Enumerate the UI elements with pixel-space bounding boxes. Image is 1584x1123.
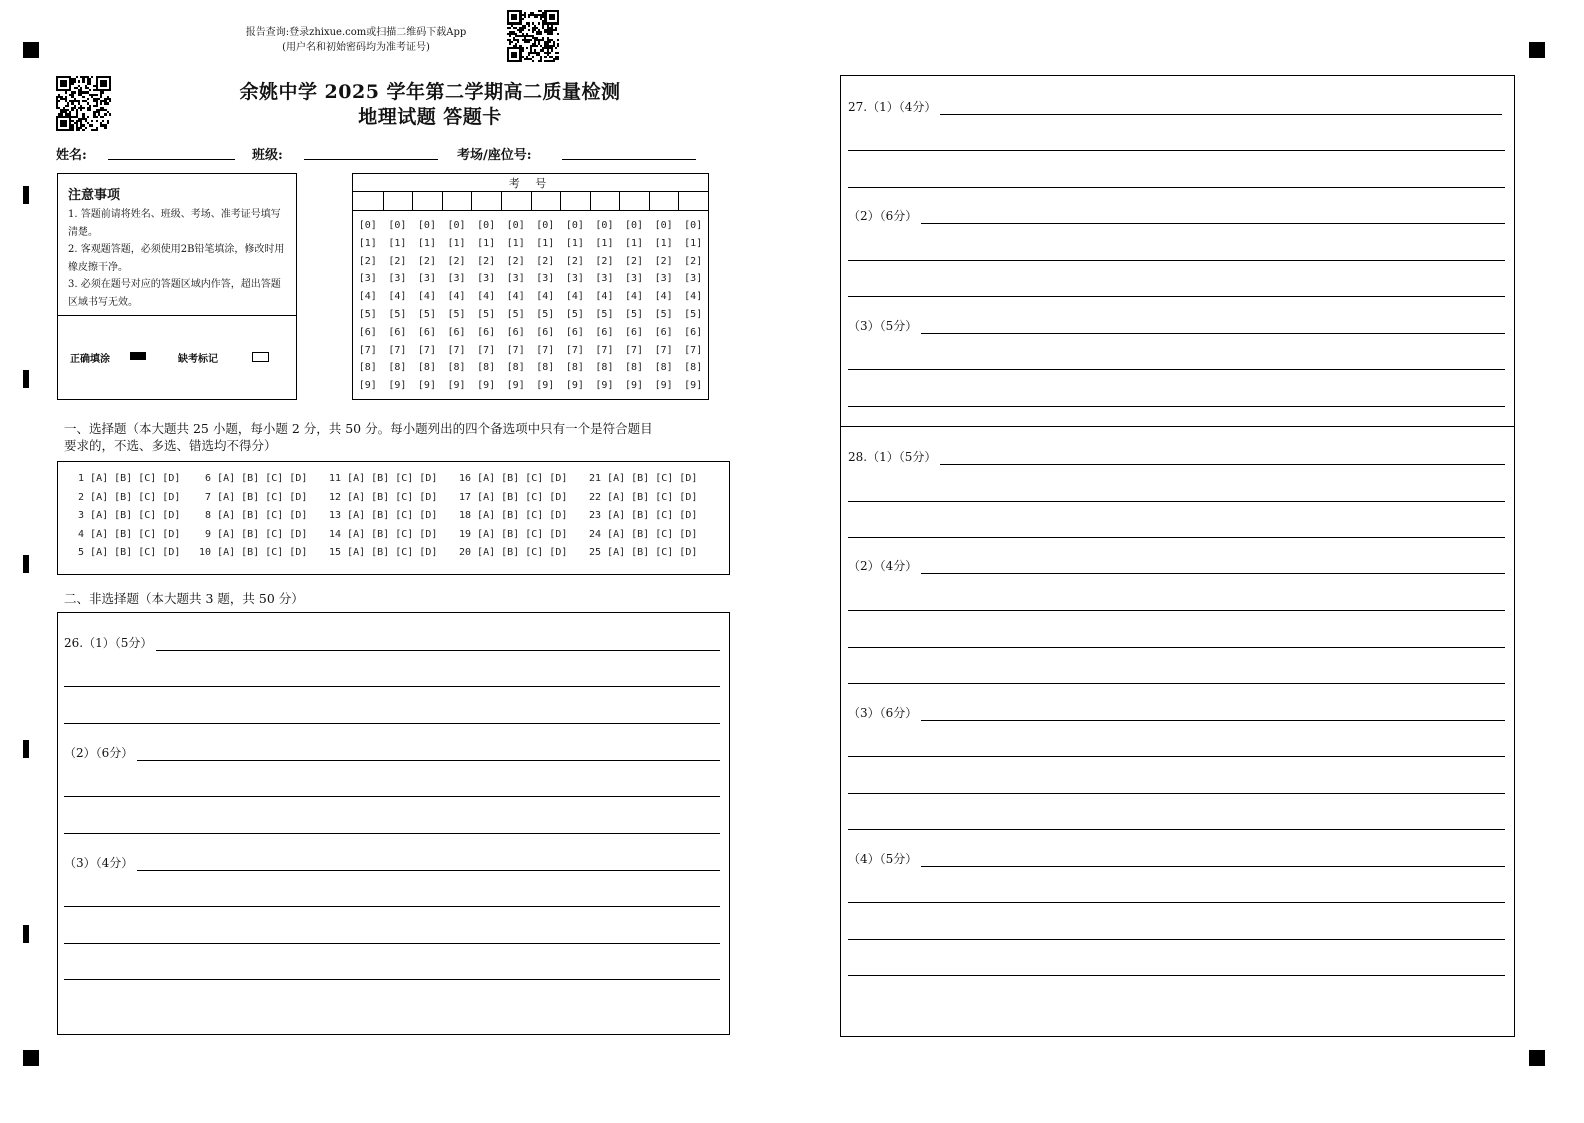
exam-digit-bubble[interactable]: [1] bbox=[506, 237, 525, 249]
answer-line[interactable] bbox=[848, 296, 1505, 297]
exam-digit-bubble[interactable]: [8] bbox=[565, 362, 584, 374]
exam-digit-bubble[interactable]: [9] bbox=[477, 380, 496, 392]
exam-digit-bubble[interactable]: [9] bbox=[684, 380, 703, 392]
exam-digit-bubble[interactable]: [2] bbox=[536, 255, 555, 267]
answer-line[interactable] bbox=[848, 975, 1505, 976]
exam-digit-bubble[interactable]: [3] bbox=[565, 273, 584, 285]
section1-heading-line2: 要求的，不选、多选、错选均不得分） bbox=[64, 438, 277, 453]
corner-mark-bottom-right bbox=[1529, 1050, 1545, 1066]
q27-part2-label: （2）（6分） bbox=[848, 207, 921, 224]
exam-digit-bubble[interactable]: [5] bbox=[358, 309, 377, 320]
exam-digit-input[interactable] bbox=[590, 192, 620, 210]
exam-digit-bubble[interactable]: [7] bbox=[565, 344, 584, 356]
exam-digit-bubble[interactable]: [4] bbox=[417, 291, 436, 303]
q27-part1-label: 27.（1）（4分） bbox=[848, 98, 940, 115]
correct-fill-label: 正确填涂 bbox=[70, 354, 110, 365]
exam-digit-bubble[interactable]: [3] bbox=[595, 273, 614, 285]
exam-digit-input[interactable] bbox=[560, 192, 590, 210]
exam-digit-bubble[interactable]: [7] bbox=[417, 344, 436, 356]
mc-question-row[interactable]: 11 [A] [B] [C] [D] bbox=[329, 473, 438, 484]
exam-digit-bubble[interactable]: [1] bbox=[565, 237, 584, 249]
answer-line[interactable] bbox=[64, 686, 720, 687]
exam-digit-bubble[interactable]: [9] bbox=[388, 380, 407, 392]
answer-line[interactable] bbox=[848, 333, 1505, 334]
answer-line[interactable] bbox=[848, 464, 1505, 465]
section1-heading bbox=[64, 420, 729, 454]
exam-digit-bubble[interactable]: [7] bbox=[506, 344, 525, 356]
exam-digit-bubble[interactable]: [9] bbox=[506, 380, 525, 392]
corner-mark-top-right bbox=[1529, 42, 1545, 58]
exam-digit-bubble[interactable]: [0] bbox=[447, 220, 466, 231]
exam-digit-input[interactable] bbox=[531, 192, 561, 210]
exam-digit-bubble[interactable]: [9] bbox=[565, 380, 584, 392]
mc-question-row[interactable]: 7 [A] [B] [C] [D] bbox=[199, 491, 308, 503]
exam-digit-bubble[interactable]: [5] bbox=[506, 309, 525, 320]
notice-divider bbox=[58, 315, 296, 316]
exam-digit-bubble[interactable]: [5] bbox=[447, 309, 466, 320]
exam-digit-bubble[interactable]: [4] bbox=[625, 291, 644, 303]
mc-question-row[interactable]: 14 [A] [B] [C] [D] bbox=[329, 528, 438, 540]
exam-digit-bubble[interactable]: [8] bbox=[477, 362, 496, 374]
q27-part3-label: （3）（5分） bbox=[848, 317, 921, 334]
report-query-line2: (用户名和初始密码均为准考证号) bbox=[282, 42, 430, 53]
exam-digit-bubble[interactable]: [1] bbox=[536, 237, 555, 249]
exam-digit-input[interactable] bbox=[471, 192, 501, 210]
answer-line[interactable] bbox=[64, 943, 720, 944]
exam-digit-bubble[interactable]: [1] bbox=[417, 237, 436, 249]
exam-digit-bubble[interactable]: [2] bbox=[595, 255, 614, 267]
exam-digit-bubble[interactable]: [7] bbox=[625, 344, 644, 356]
answer-line[interactable] bbox=[64, 760, 720, 761]
mc-question-row[interactable]: 5 [A] [B] [C] [D] bbox=[72, 547, 181, 558]
exam-digit-bubble[interactable]: [1] bbox=[388, 237, 407, 249]
exam-digit-bubble[interactable]: [4] bbox=[506, 291, 525, 303]
exam-digit-bubble[interactable]: [8] bbox=[536, 362, 555, 374]
exam-digit-bubble[interactable]: [4] bbox=[536, 291, 555, 303]
exam-digit-bubble[interactable]: [7] bbox=[595, 344, 614, 356]
exam-digit-bubble[interactable]: [8] bbox=[625, 362, 644, 374]
answer-line[interactable] bbox=[848, 720, 1505, 721]
answer-line[interactable] bbox=[848, 537, 1505, 538]
page-title: 余姚中学 2025 学年第二学期高二质量检测 bbox=[239, 81, 621, 103]
exam-digit-bubble[interactable]: [8] bbox=[358, 362, 377, 374]
exam-digit-bubble[interactable]: [1] bbox=[684, 237, 703, 249]
right-answer-box bbox=[840, 75, 1515, 1037]
mc-question-row[interactable]: 18 [A] [B] [C] [D] bbox=[459, 510, 568, 521]
mc-question-row[interactable]: 3 [A] [B] [C] [D] bbox=[72, 510, 181, 521]
answer-line[interactable] bbox=[64, 833, 720, 834]
q28-part2-label: （2）（4分） bbox=[848, 557, 921, 574]
timing-mark bbox=[23, 370, 29, 388]
exam-digit-bubble[interactable]: [7] bbox=[654, 344, 673, 356]
answer-line[interactable] bbox=[848, 793, 1505, 794]
timing-mark bbox=[23, 555, 29, 573]
exam-digit-bubble[interactable]: [1] bbox=[358, 237, 377, 249]
name-label: 姓名: bbox=[56, 148, 87, 163]
exam-digit-bubble[interactable]: [1] bbox=[654, 237, 673, 249]
exam-digit-input[interactable] bbox=[501, 192, 531, 210]
exam-digit-bubble[interactable]: [8] bbox=[595, 362, 614, 374]
answer-line[interactable] bbox=[848, 223, 1505, 224]
exam-digit-bubble[interactable]: [0] bbox=[595, 220, 614, 231]
exam-digit-bubble[interactable]: [6] bbox=[625, 326, 644, 338]
mc-question-row[interactable]: 21 [A] [B] [C] [D] bbox=[589, 473, 698, 484]
exam-digit-bubble[interactable]: [2] bbox=[388, 255, 407, 267]
exam-digit-bubble[interactable]: [9] bbox=[447, 380, 466, 392]
exam-digit-bubble[interactable]: [4] bbox=[358, 291, 377, 303]
exam-digit-input[interactable] bbox=[619, 192, 649, 210]
exam-digit-bubble[interactable]: [9] bbox=[536, 380, 555, 392]
answer-line[interactable] bbox=[848, 939, 1505, 940]
qr-code-icon bbox=[56, 76, 111, 131]
absent-mark-label: 缺考标记 bbox=[178, 354, 218, 365]
exam-digit-bubble[interactable]: [7] bbox=[536, 344, 555, 356]
answer-line[interactable] bbox=[848, 573, 1505, 574]
exam-digit-bubble[interactable]: [9] bbox=[595, 380, 614, 392]
mc-question-row[interactable]: 10 [A] [B] [C] [D] bbox=[199, 547, 308, 558]
answer-line[interactable] bbox=[64, 979, 720, 980]
exam-digit-bubble[interactable]: [6] bbox=[477, 326, 496, 338]
exam-digit-input[interactable] bbox=[442, 192, 472, 210]
answer-line[interactable] bbox=[848, 647, 1505, 648]
notice-item: 3. 必须在题号对应的答题区域内作答，超出答题区域书写无效。 bbox=[68, 279, 281, 308]
exam-digit-bubble[interactable]: [2] bbox=[358, 255, 377, 267]
exam-digit-bubble[interactable]: [3] bbox=[506, 273, 525, 285]
mc-question-row[interactable]: 13 [A] [B] [C] [D] bbox=[329, 510, 438, 521]
correct-fill-sample-icon bbox=[130, 352, 146, 360]
page-subtitle: 地理试题 答题卡 bbox=[358, 106, 502, 128]
exam-digit-bubble[interactable]: [4] bbox=[595, 291, 614, 303]
q26-answer-box bbox=[57, 612, 730, 1035]
exam-digit-bubble[interactable]: [6] bbox=[654, 326, 673, 338]
exam-digit-bubble[interactable]: [6] bbox=[536, 326, 555, 338]
notice-box bbox=[57, 173, 297, 400]
mc-question-row[interactable]: 9 [A] [B] [C] [D] bbox=[199, 528, 308, 540]
answer-line[interactable] bbox=[848, 866, 1505, 867]
answer-line[interactable] bbox=[848, 902, 1505, 903]
exam-digit-bubble[interactable]: [1] bbox=[595, 237, 614, 249]
answer-line[interactable] bbox=[848, 610, 1505, 611]
exam-digit-bubble[interactable]: [2] bbox=[417, 255, 436, 267]
exam-digit-bubble[interactable]: [0] bbox=[388, 220, 407, 231]
exam-digit-bubble[interactable]: [5] bbox=[595, 309, 614, 320]
notice-item: 1. 答题前请将姓名、班级、考场、准考证号填写清楚。 bbox=[68, 209, 281, 238]
exam-digit-bubble[interactable]: [8] bbox=[654, 362, 673, 374]
mc-question-row[interactable]: 16 [A] [B] [C] [D] bbox=[459, 473, 568, 484]
exam-digit-bubble[interactable]: [5] bbox=[417, 309, 436, 320]
exam-digit-bubble[interactable]: [0] bbox=[625, 220, 644, 231]
q26-part2-label: （2）（6分） bbox=[64, 744, 137, 761]
exam-digit-bubble[interactable]: [6] bbox=[358, 326, 377, 338]
exam-digit-bubble[interactable]: [5] bbox=[536, 309, 555, 320]
mc-question-row[interactable]: 17 [A] [B] [C] [D] bbox=[459, 491, 568, 503]
exam-digit-input[interactable] bbox=[649, 192, 679, 210]
answer-line[interactable] bbox=[848, 187, 1505, 188]
answer-line[interactable] bbox=[64, 870, 720, 871]
answer-line[interactable] bbox=[848, 501, 1505, 502]
qr-code-icon bbox=[507, 10, 559, 62]
answer-line[interactable] bbox=[64, 650, 720, 651]
answer-line[interactable] bbox=[848, 260, 1505, 261]
exam-digit-bubble[interactable]: [2] bbox=[477, 255, 496, 267]
mc-question-row[interactable]: 2 [A] [B] [C] [D] bbox=[72, 491, 181, 503]
mc-question-row[interactable]: 25 [A] [B] [C] [D] bbox=[589, 547, 698, 558]
exam-digit-bubble[interactable]: [9] bbox=[654, 380, 673, 392]
mc-question-row[interactable]: 1 [A] [B] [C] [D] bbox=[72, 473, 181, 484]
exam-digit-bubble[interactable]: [4] bbox=[654, 291, 673, 303]
answer-line[interactable] bbox=[848, 756, 1505, 757]
exam-digit-bubble[interactable]: [8] bbox=[447, 362, 466, 374]
seat-field[interactable] bbox=[562, 145, 696, 160]
exam-digit-input[interactable] bbox=[383, 192, 413, 210]
exam-digit-bubble[interactable]: [2] bbox=[654, 255, 673, 267]
answer-line[interactable] bbox=[848, 829, 1505, 830]
mc-question-row[interactable]: 20 [A] [B] [C] [D] bbox=[459, 547, 568, 558]
timing-mark bbox=[23, 740, 29, 758]
exam-digit-bubble[interactable]: [4] bbox=[565, 291, 584, 303]
exam-digit-bubble[interactable]: [0] bbox=[536, 220, 555, 231]
answer-line[interactable] bbox=[64, 723, 720, 724]
answer-line[interactable] bbox=[64, 796, 720, 797]
exam-digit-bubble[interactable]: [2] bbox=[447, 255, 466, 267]
exam-digit-bubble[interactable]: [6] bbox=[447, 326, 466, 338]
exam-digit-bubble[interactable]: [2] bbox=[625, 255, 644, 267]
exam-digit-bubble[interactable]: [2] bbox=[684, 255, 703, 267]
exam-digit-bubble[interactable]: [8] bbox=[417, 362, 436, 374]
mc-question-row[interactable]: 24 [A] [B] [C] [D] bbox=[589, 528, 698, 540]
class-field[interactable] bbox=[304, 145, 438, 160]
exam-digit-bubble[interactable]: [7] bbox=[477, 344, 496, 356]
exam-digit-bubble[interactable]: [4] bbox=[477, 291, 496, 303]
exam-digit-bubble[interactable]: [9] bbox=[358, 380, 377, 392]
mc-question-row[interactable]: 8 [A] [B] [C] [D] bbox=[199, 510, 308, 521]
exam-digit-bubble[interactable]: [1] bbox=[625, 237, 644, 249]
seat-label: 考场/座位号: bbox=[457, 148, 532, 163]
section1-heading-line1: 一、选择题（本大题共 25 小题，每小题 2 分，共 50 分。每小题列出的四个备选项中只有一个是符合题目 bbox=[64, 421, 653, 436]
answer-line[interactable] bbox=[848, 114, 1502, 115]
mc-question-row[interactable]: 23 [A] [B] [C] [D] bbox=[589, 510, 698, 521]
exam-digit-bubble[interactable]: [6] bbox=[388, 326, 407, 338]
exam-digit-bubble[interactable]: [7] bbox=[447, 344, 466, 356]
multiple-choice-box bbox=[57, 461, 730, 575]
exam-digit-bubble[interactable]: [5] bbox=[477, 309, 496, 320]
exam-digit-bubble[interactable]: [4] bbox=[388, 291, 407, 303]
answer-line[interactable] bbox=[848, 683, 1505, 684]
exam-digit-bubble[interactable]: [8] bbox=[684, 362, 703, 374]
q28-part1-label: 28.（1）（5分） bbox=[848, 448, 940, 465]
mc-question-row[interactable]: 12 [A] [B] [C] [D] bbox=[329, 491, 438, 503]
q26-part1-label: 26.（1）（5分） bbox=[64, 634, 156, 651]
q26-part3-label: （3）（4分） bbox=[64, 854, 137, 871]
corner-mark-top-left bbox=[23, 42, 39, 58]
exam-digit-bubble[interactable]: [7] bbox=[684, 344, 703, 356]
exam-digit-bubble[interactable]: [3] bbox=[358, 273, 377, 285]
answer-line[interactable] bbox=[64, 906, 720, 907]
exam-digit-bubble[interactable]: [0] bbox=[358, 220, 377, 231]
mc-question-row[interactable]: 19 [A] [B] [C] [D] bbox=[459, 528, 568, 540]
exam-digit-bubble[interactable]: [0] bbox=[684, 220, 703, 231]
class-label: 班级: bbox=[252, 148, 283, 163]
exam-digit-bubble[interactable]: [3] bbox=[477, 273, 496, 285]
exam-digit-bubble[interactable]: [5] bbox=[388, 309, 407, 320]
mc-question-row[interactable]: 15 [A] [B] [C] [D] bbox=[329, 547, 438, 558]
exam-digit-bubble[interactable]: [6] bbox=[684, 326, 703, 338]
exam-digit-bubble[interactable]: [3] bbox=[654, 273, 673, 285]
timing-mark bbox=[23, 925, 29, 943]
answer-line[interactable] bbox=[848, 406, 1505, 407]
exam-digit-bubble[interactable]: [0] bbox=[417, 220, 436, 231]
exam-digit-bubble[interactable]: [2] bbox=[565, 255, 584, 267]
mc-question-row[interactable]: 22 [A] [B] [C] [D] bbox=[589, 491, 698, 503]
exam-digit-bubble[interactable]: [7] bbox=[358, 344, 377, 356]
q28-part4-label: （4）（5分） bbox=[848, 850, 921, 867]
exam-digit-bubble[interactable]: [3] bbox=[388, 273, 407, 285]
exam-digit-bubble[interactable]: [0] bbox=[565, 220, 584, 231]
exam-digit-bubble[interactable]: [6] bbox=[565, 326, 584, 338]
mc-question-row[interactable]: 4 [A] [B] [C] [D] bbox=[72, 528, 181, 540]
exam-digit-bubble[interactable]: [5] bbox=[684, 309, 703, 320]
exam-digit-bubble[interactable]: [4] bbox=[447, 291, 466, 303]
exam-digit-bubble[interactable]: [5] bbox=[565, 309, 584, 320]
name-field[interactable] bbox=[108, 145, 235, 160]
report-query-line1: 报告查询:登录zhixue.com或扫描二维码下载App bbox=[245, 27, 467, 38]
exam-digit-bubble[interactable]: [2] bbox=[506, 255, 525, 267]
exam-digit-bubble[interactable]: [3] bbox=[447, 273, 466, 285]
exam-digit-bubble[interactable]: [0] bbox=[477, 220, 496, 231]
mc-question-row[interactable]: 6 [A] [B] [C] [D] bbox=[199, 473, 308, 484]
notice-title: 注意事项 bbox=[68, 188, 121, 203]
exam-digit-bubble[interactable]: [7] bbox=[388, 344, 407, 356]
exam-digit-input[interactable] bbox=[678, 192, 708, 210]
exam-digit-bubble[interactable]: [9] bbox=[417, 380, 436, 392]
answer-line[interactable] bbox=[848, 150, 1505, 151]
absent-mark-checkbox[interactable] bbox=[252, 352, 269, 362]
exam-digit-input[interactable] bbox=[412, 192, 442, 210]
exam-input-row-divider bbox=[353, 210, 708, 211]
exam-digit-bubble[interactable]: [0] bbox=[654, 220, 673, 231]
exam-digit-bubble[interactable]: [5] bbox=[654, 309, 673, 320]
exam-digit-bubble[interactable]: [3] bbox=[684, 273, 703, 285]
exam-digit-bubble[interactable]: [6] bbox=[417, 326, 436, 338]
exam-number-header: 考 号 bbox=[508, 177, 553, 190]
exam-digit-bubble[interactable]: [6] bbox=[506, 326, 525, 338]
exam-digit-bubble[interactable]: [3] bbox=[625, 273, 644, 285]
notice-item: 2. 客观题答题，必须使用2B铅笔填涂，修改时用橡皮擦干净。 bbox=[68, 244, 285, 273]
question-divider bbox=[841, 426, 1514, 427]
exam-digit-bubble[interactable]: [0] bbox=[506, 220, 525, 231]
timing-mark bbox=[23, 186, 29, 204]
q28-part3-label: （3）（6分） bbox=[848, 704, 921, 721]
answer-line[interactable] bbox=[848, 369, 1505, 370]
exam-number-grid bbox=[352, 173, 709, 400]
exam-digit-bubble[interactable]: [8] bbox=[506, 362, 525, 374]
exam-digit-bubble[interactable]: [1] bbox=[477, 237, 496, 249]
exam-digit-bubble[interactable]: [9] bbox=[625, 380, 644, 392]
exam-digit-bubble[interactable]: [3] bbox=[536, 273, 555, 285]
exam-digit-bubble[interactable]: [6] bbox=[595, 326, 614, 338]
exam-digit-bubble[interactable]: [3] bbox=[417, 273, 436, 285]
exam-digit-bubble[interactable]: [5] bbox=[625, 309, 644, 320]
exam-digit-bubble[interactable]: [4] bbox=[684, 291, 703, 303]
corner-mark-bottom-left bbox=[23, 1050, 39, 1066]
exam-digit-bubble[interactable]: [8] bbox=[388, 362, 407, 374]
exam-digit-input[interactable] bbox=[353, 192, 383, 210]
exam-digit-bubble[interactable]: [1] bbox=[447, 237, 466, 249]
section2-heading: 二、非选择题（本大题共 3 题，共 50 分） bbox=[64, 591, 304, 606]
